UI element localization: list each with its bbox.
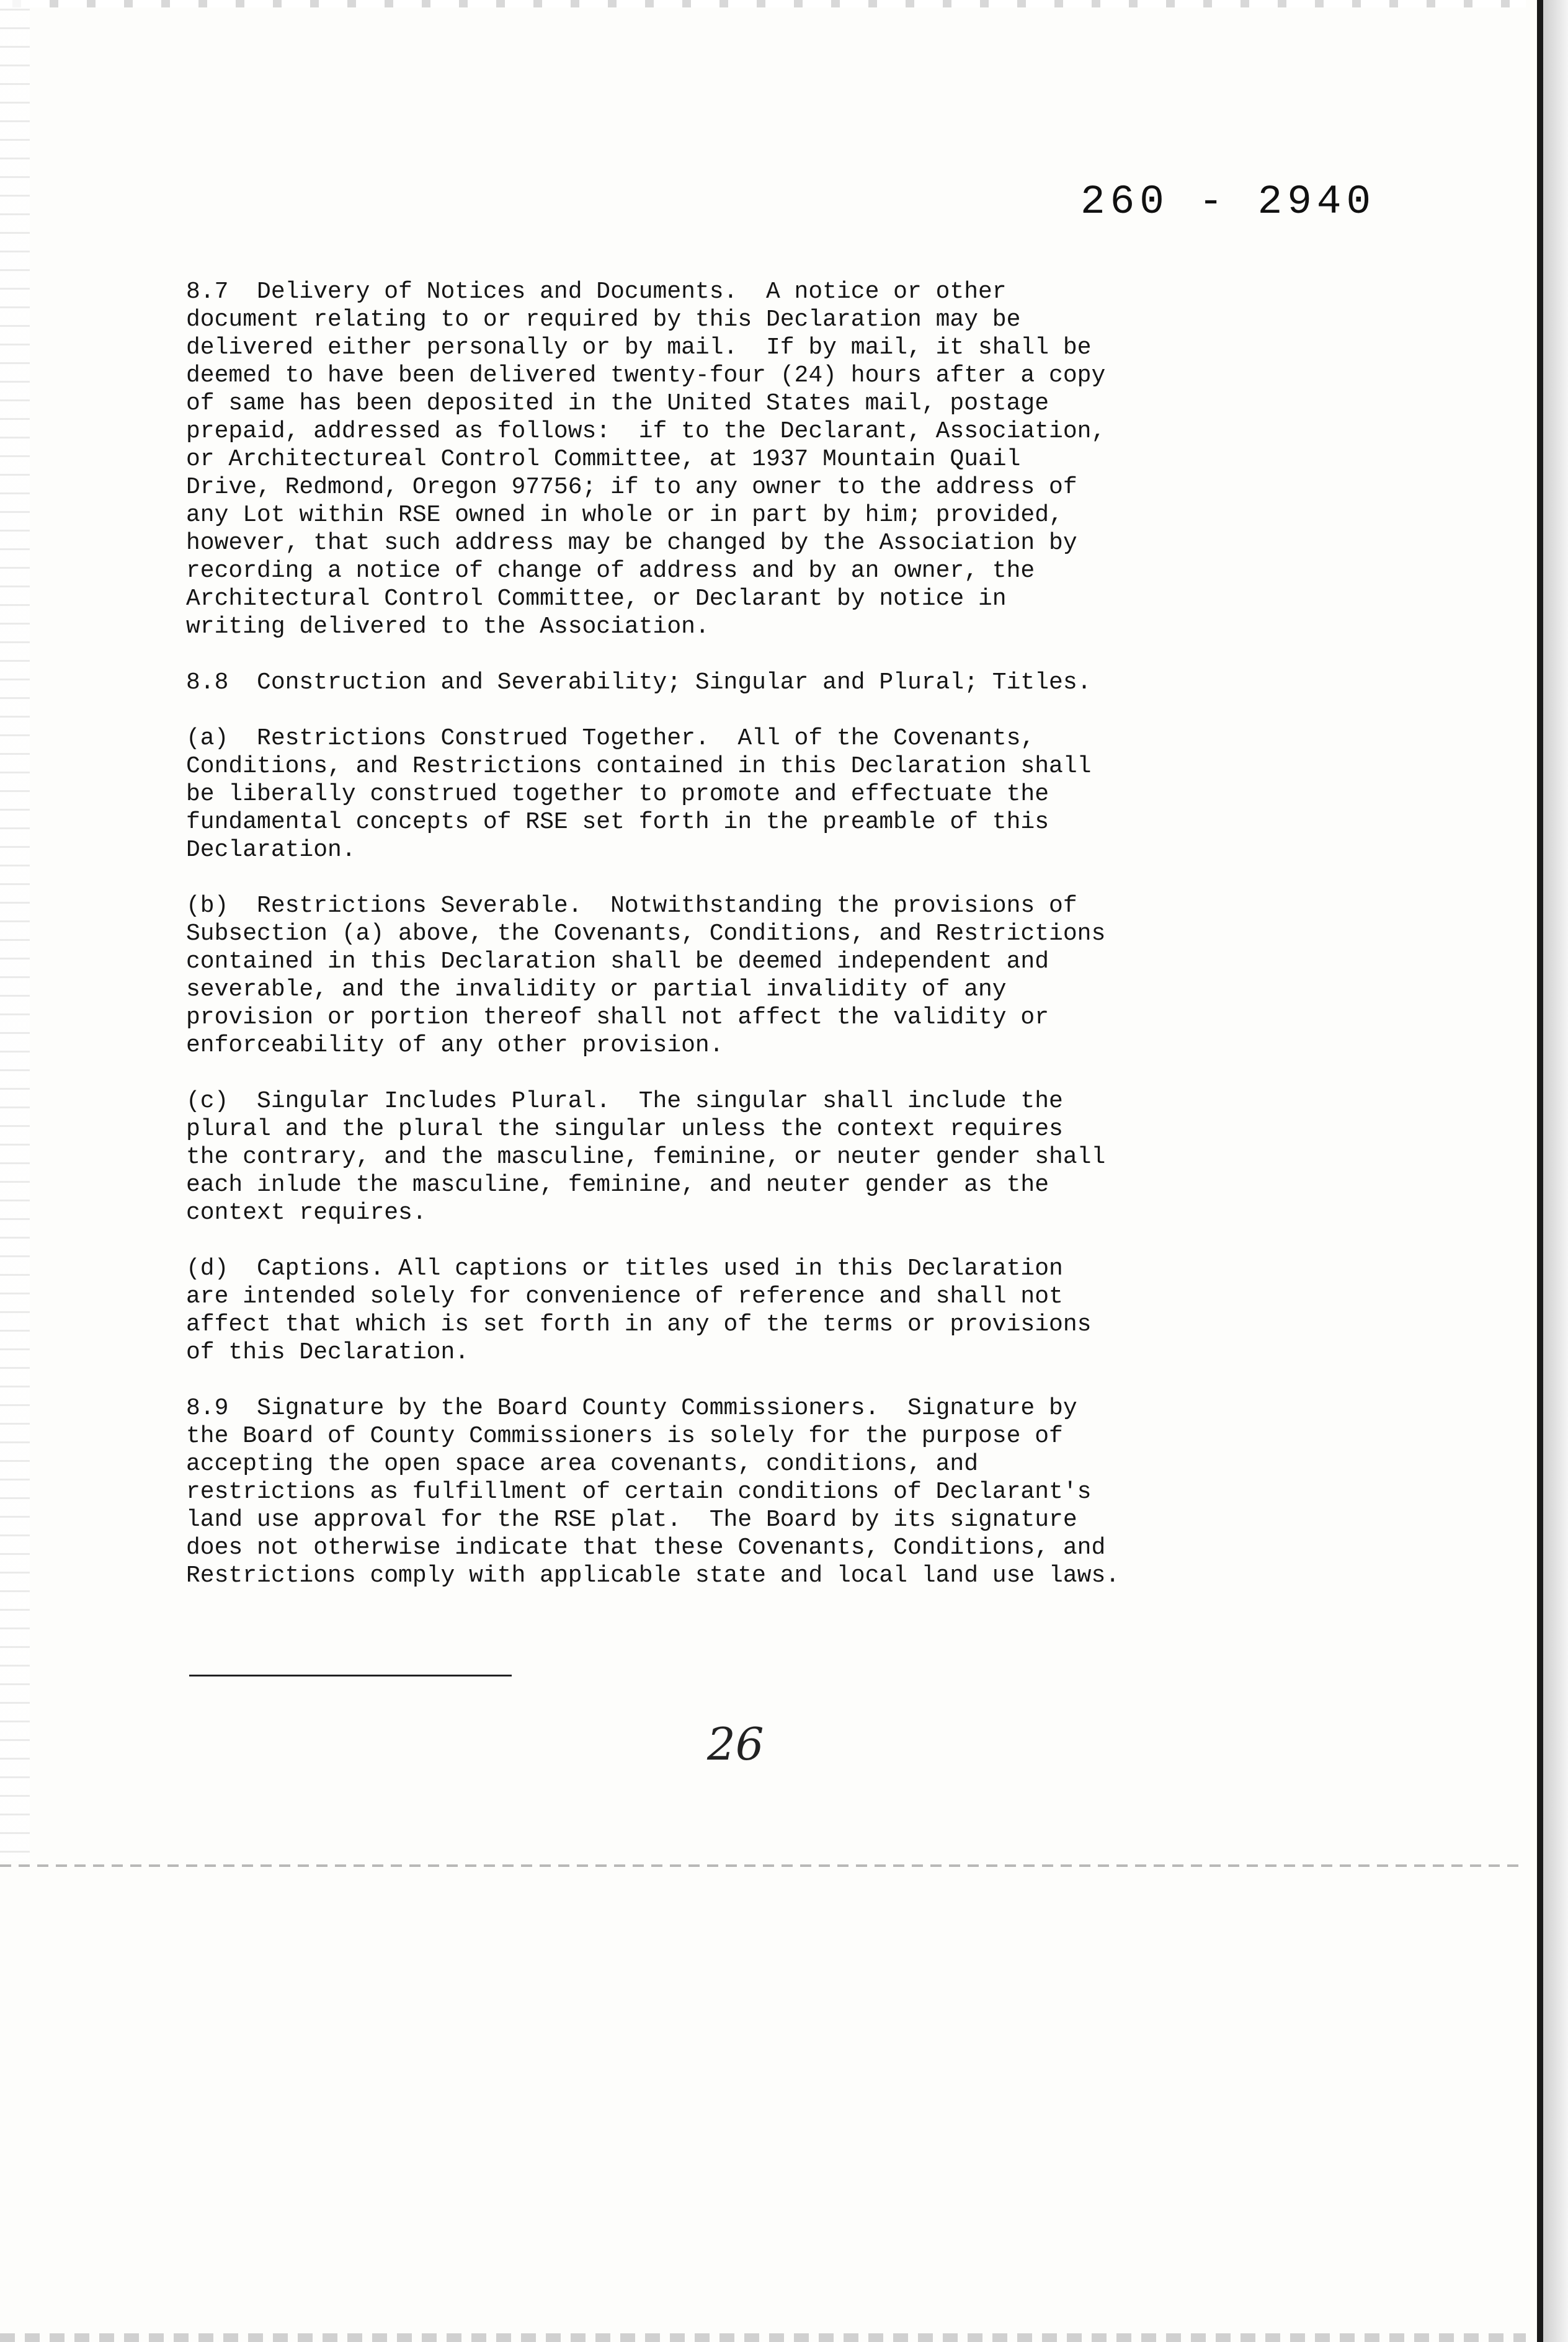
text-line: prepaid, addressed as follows: if to the Declarant, Association, <box>186 418 1106 445</box>
subsection-d <box>186 1255 1303 1366</box>
text-line: recording a notice of change of address and by an owner, the <box>186 558 1035 584</box>
section-8-9 <box>186 1394 1303 1590</box>
text-line: be liberally construed together to promote and effectuate the <box>186 781 1049 808</box>
text-line: Conditions, and Restrictions contained in this Declaration shall <box>186 753 1092 780</box>
section-8-8 <box>186 669 1303 697</box>
text-line: fundamental concepts of RSE set forth in the preamble of this <box>186 809 1049 835</box>
text-line: Architectural Control Committee, or Declarant by notice in <box>186 586 1007 612</box>
text-line: writing delivered to the Association. <box>186 613 710 640</box>
text-line: (c) Singular Includes Plural. The singular shall include the <box>186 1088 1063 1115</box>
text-line: each inlude the masculine, feminine, and neuter gender as the <box>186 1172 1049 1198</box>
scan-edge-bottom <box>0 2333 1526 2342</box>
text-line: or Architectureal Control Committee, at 1937 Mountain Quail <box>186 446 1021 473</box>
document-body <box>186 278 1303 1618</box>
text-line: land use approval for the RSE plat. The Board by its signature <box>186 1507 1077 1533</box>
text-line: of this Declaration. <box>186 1339 470 1366</box>
footnote-rule <box>189 1675 512 1676</box>
text-line: Restrictions comply with applicable state and local land use laws. <box>186 1562 1120 1589</box>
text-line: affect that which is set forth in any of the terms or provisions <box>186 1311 1092 1338</box>
text-line: enforceability of any other provision. <box>186 1032 724 1059</box>
text-line: deemed to have been delivered twenty-four (24) hours after a copy <box>186 362 1106 389</box>
text-line: provision or portion thereof shall not affect the validity or <box>186 1004 1049 1031</box>
text-line: of same has been deposited in the United States mail, postage <box>186 390 1049 417</box>
scan-edge-top <box>0 0 1526 7</box>
text-line: the Board of County Commissioners is solely for the purpose of <box>186 1423 1063 1449</box>
text-line: context requires. <box>186 1200 427 1226</box>
text-line: restrictions as fulfillment of certain conditions of Declarant's <box>186 1479 1092 1505</box>
text-line: Subsection (a) above, the Covenants, Conditions, and Restrictions <box>186 920 1106 947</box>
scan-edge-right <box>1537 0 1543 2342</box>
scan-fold-line <box>0 1864 1526 1867</box>
text-line: 8.7 Delivery of Notices and Documents. A notice or other <box>186 278 1007 305</box>
text-line: any Lot within RSE owned in whole or in part by him; provided, <box>186 502 1063 528</box>
subsection-b <box>186 892 1303 1059</box>
text-line: the contrary, and the masculine, feminine, or neuter gender shall <box>186 1144 1106 1170</box>
text-line: 8.9 Signature by the Board County Commissioners. Signature by <box>186 1395 1077 1422</box>
text-line: plural and the plural the singular unless the context requires <box>186 1116 1063 1142</box>
document-number: 260 - 2940 <box>1080 179 1376 225</box>
text-line: does not otherwise indicate that these Covenants, Conditions, and <box>186 1534 1106 1561</box>
text-line: delivered either personally or by mail. If by mail, it shall be <box>186 334 1092 361</box>
text-line: document relating to or required by this Declaration may be <box>186 306 1021 333</box>
page-number: 26 <box>707 1718 764 1770</box>
text-line: accepting the open space area covenants, conditions, and <box>186 1451 979 1477</box>
text-line: (b) Restrictions Severable. Notwithstanding the provisions of <box>186 893 1077 919</box>
text-line: Drive, Redmond, Oregon 97756; if to any owner to the address of <box>186 474 1077 501</box>
text-line: (a) Restrictions Construed Together. All of the Covenants, <box>186 725 1035 752</box>
subsection-c <box>186 1087 1303 1227</box>
text-line: severable, and the invalidity or partial invalidity of any <box>186 976 1007 1003</box>
section-8-7 <box>186 278 1303 641</box>
scan-edge-left <box>0 0 30 1861</box>
text-line: however, that such address may be changed by the Association by <box>186 530 1077 556</box>
subsection-a <box>186 724 1303 864</box>
scan-edge-right-shadow <box>1543 0 1568 2342</box>
text-line: contained in this Declaration shall be deemed independent and <box>186 948 1049 975</box>
section-heading: 8.8 Construction and Severability; Singular and Plural; Titles. <box>186 669 1092 696</box>
text-line: Declaration. <box>186 837 356 863</box>
text-line: are intended solely for convenience of reference and shall not <box>186 1283 1063 1310</box>
text-line: (d) Captions. All captions or titles used in this Declaration <box>186 1255 1063 1282</box>
